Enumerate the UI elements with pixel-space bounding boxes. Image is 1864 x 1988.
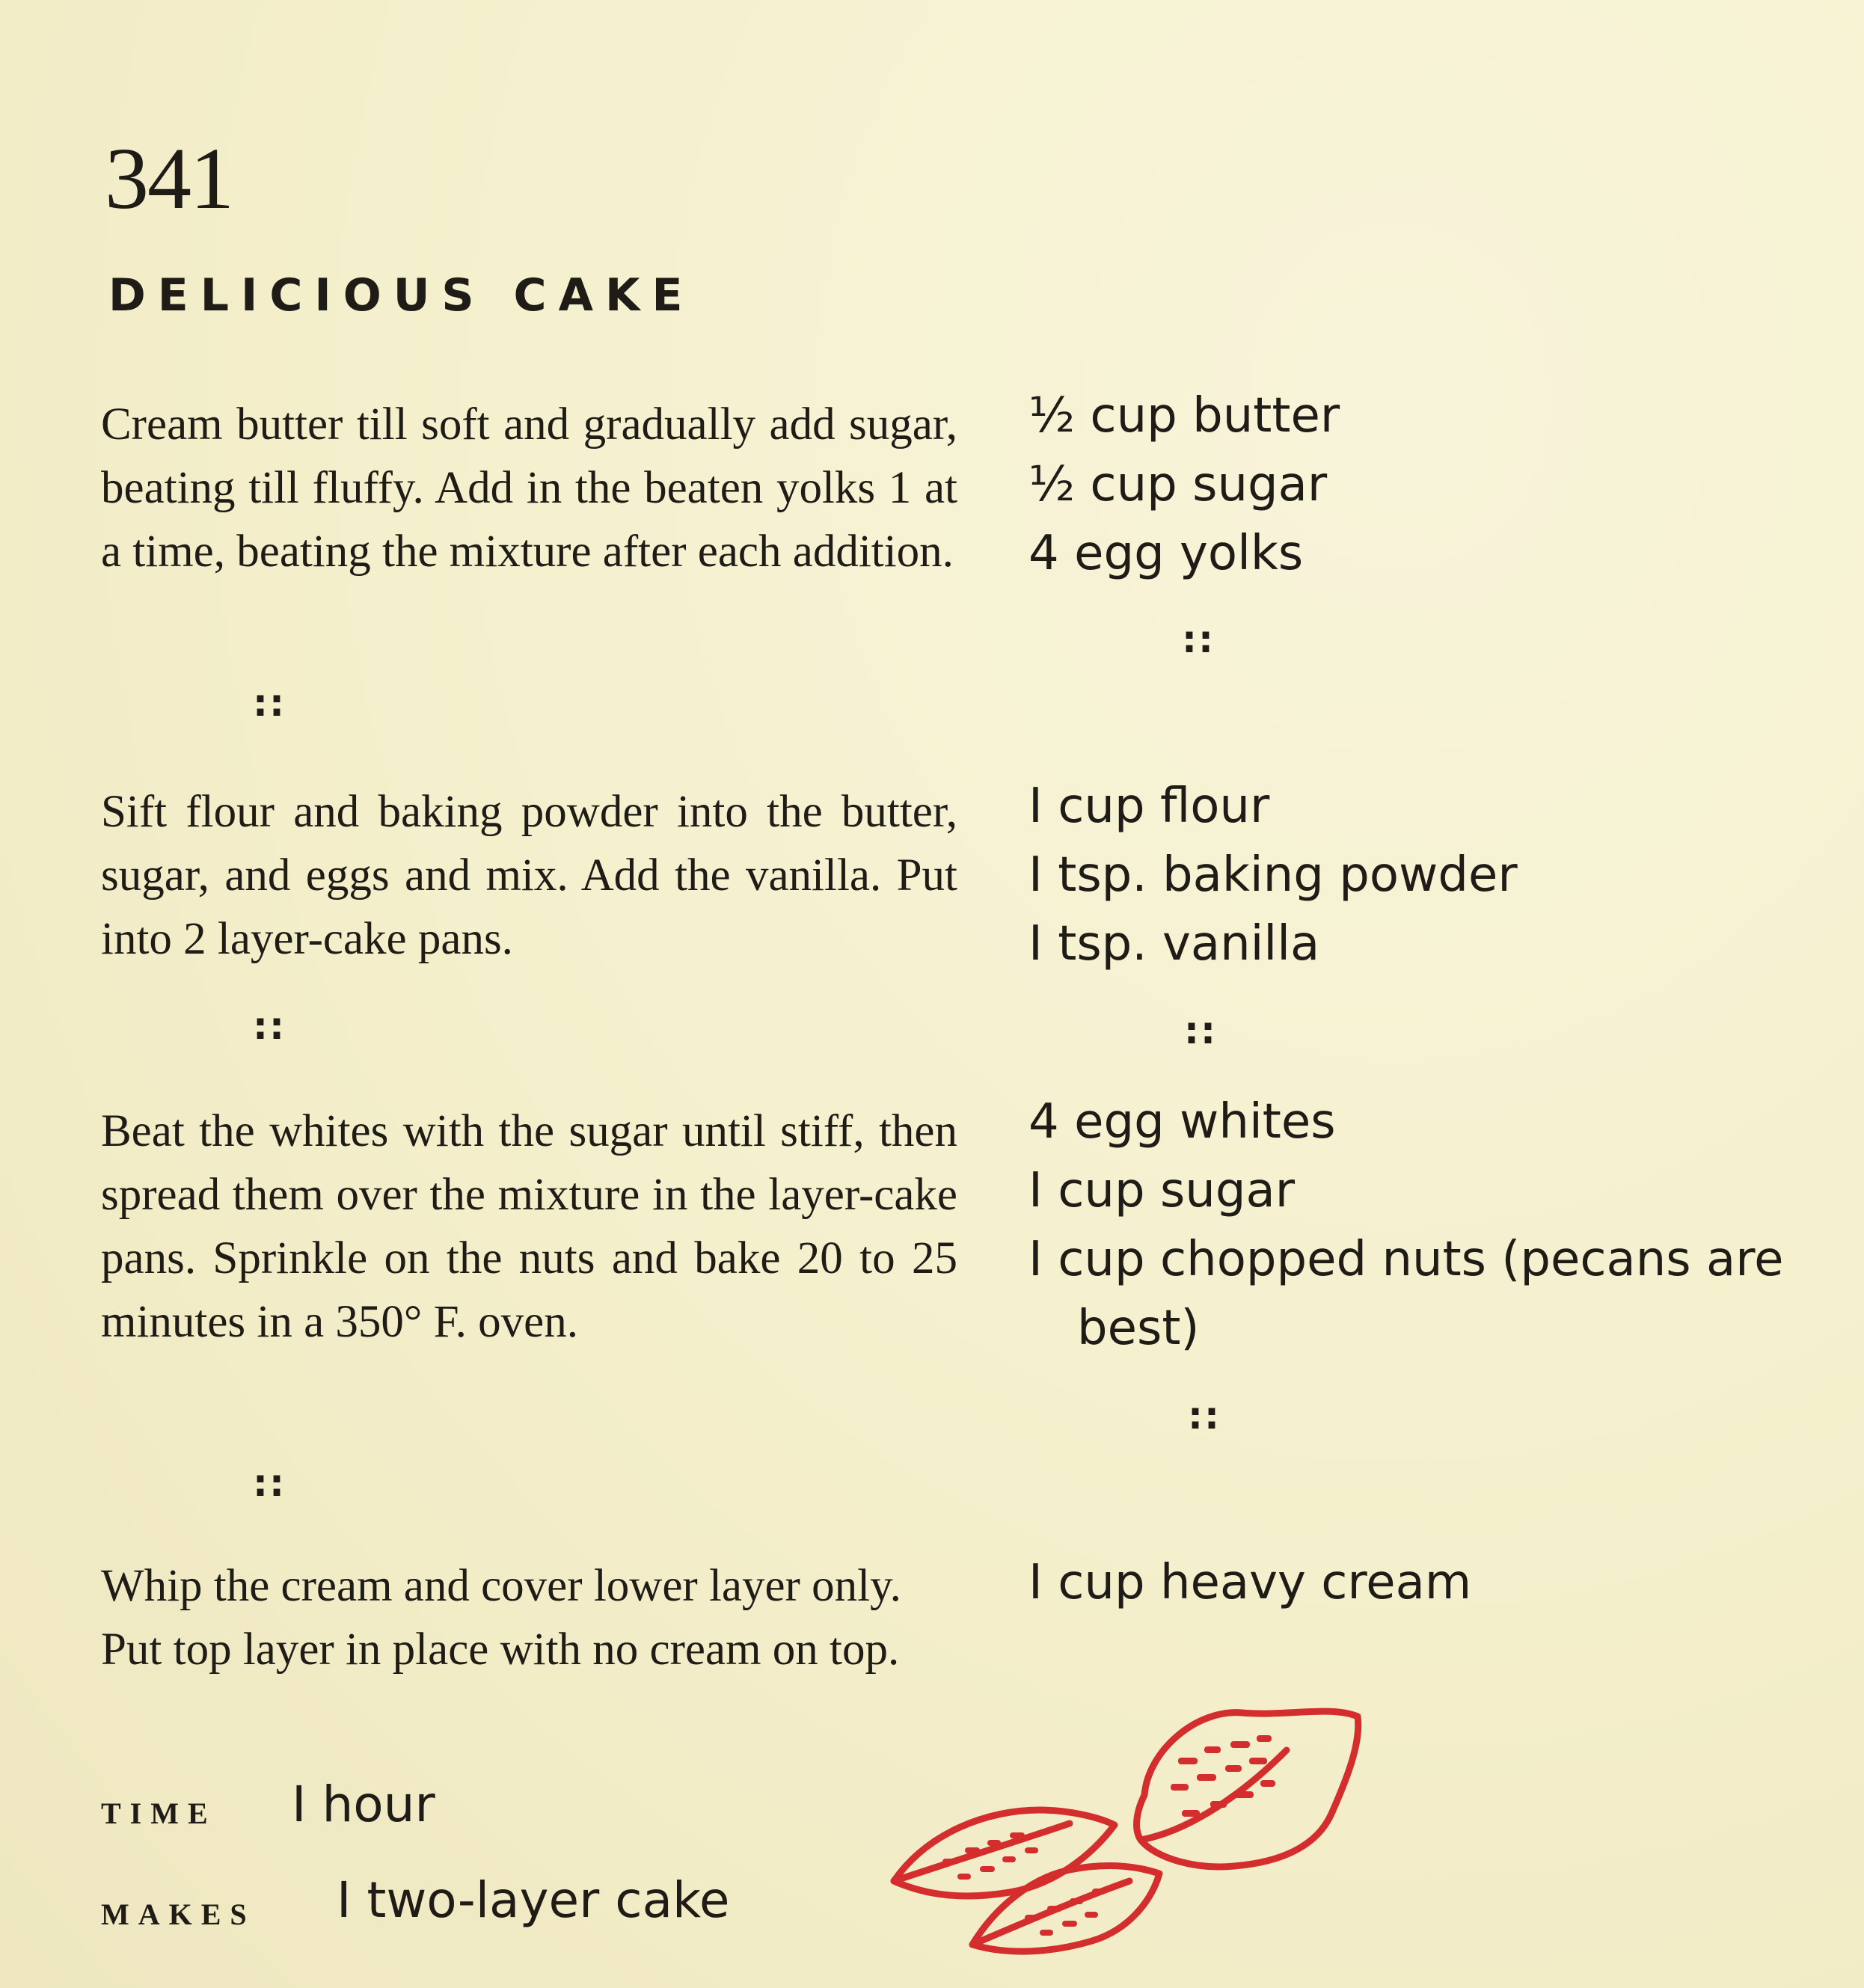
ingredient-item: 4 egg yolks [1028,526,1304,581]
ingredient-list-3 [1028,1087,1851,1363]
ingredient-item: ½ cup sugar [1028,457,1328,512]
time-label: TIME [101,1797,217,1830]
instruction-step-3: Beat the whites with the sugar until stiff, then spread them over the mixture in the layer-cake pans. Sprinkle on the nuts and bake 20 to 25 minutes in a 350° F. oven. [101,1106,957,1347]
section-separator: :: [253,1004,286,1048]
ingredient-item: I cup flour [1028,779,1270,834]
instruction-step-2: Sift flour and baking powder into the butter, sugar, and eggs and mix. Add the vanilla. Put into 2 layer-cake pans. [101,787,957,964]
time-value: I hour [292,1776,435,1833]
ingredient-list-2 [1028,772,1851,978]
section-separator: :: [253,681,286,725]
pecan-nuts-illustration [883,1690,1376,1967]
ingredient-item: I tsp. baking powder [1028,847,1518,903]
ingredient-list-1 [1028,381,1851,588]
ingredient-list-4 [1028,1548,1851,1617]
section-separator: :: [1188,1394,1221,1438]
section-separator: :: [1184,1009,1217,1052]
recipe-title: DELICIOUS CAKE [108,269,695,322]
page-number: 341 [105,129,233,227]
instruction-step-1: Cream butter till soft and gradually add sugar, beating till fluffy. Add in the beaten yolks 1 at a time, beating the mixture after each addition. [101,399,957,577]
instruction-step-4: Whip the cream and cover lower layer only. Put top layer in place with no cream on top. [101,1561,901,1675]
makes-label: MAKES [101,1898,256,1931]
section-separator: :: [1182,618,1215,661]
makes-value: I two-layer cake [337,1871,730,1929]
ingredient-item: I cup chopped nuts (pecans are best) [1028,1232,1784,1356]
ingredient-item: I tsp. vanilla [1028,916,1320,972]
ingredient-item: ½ cup butter [1028,388,1340,444]
ingredient-item: I cup heavy cream [1028,1555,1472,1610]
ingredient-item: I cup sugar [1028,1163,1295,1218]
section-separator: :: [253,1461,286,1505]
ingredient-item: 4 egg whites [1028,1094,1336,1150]
